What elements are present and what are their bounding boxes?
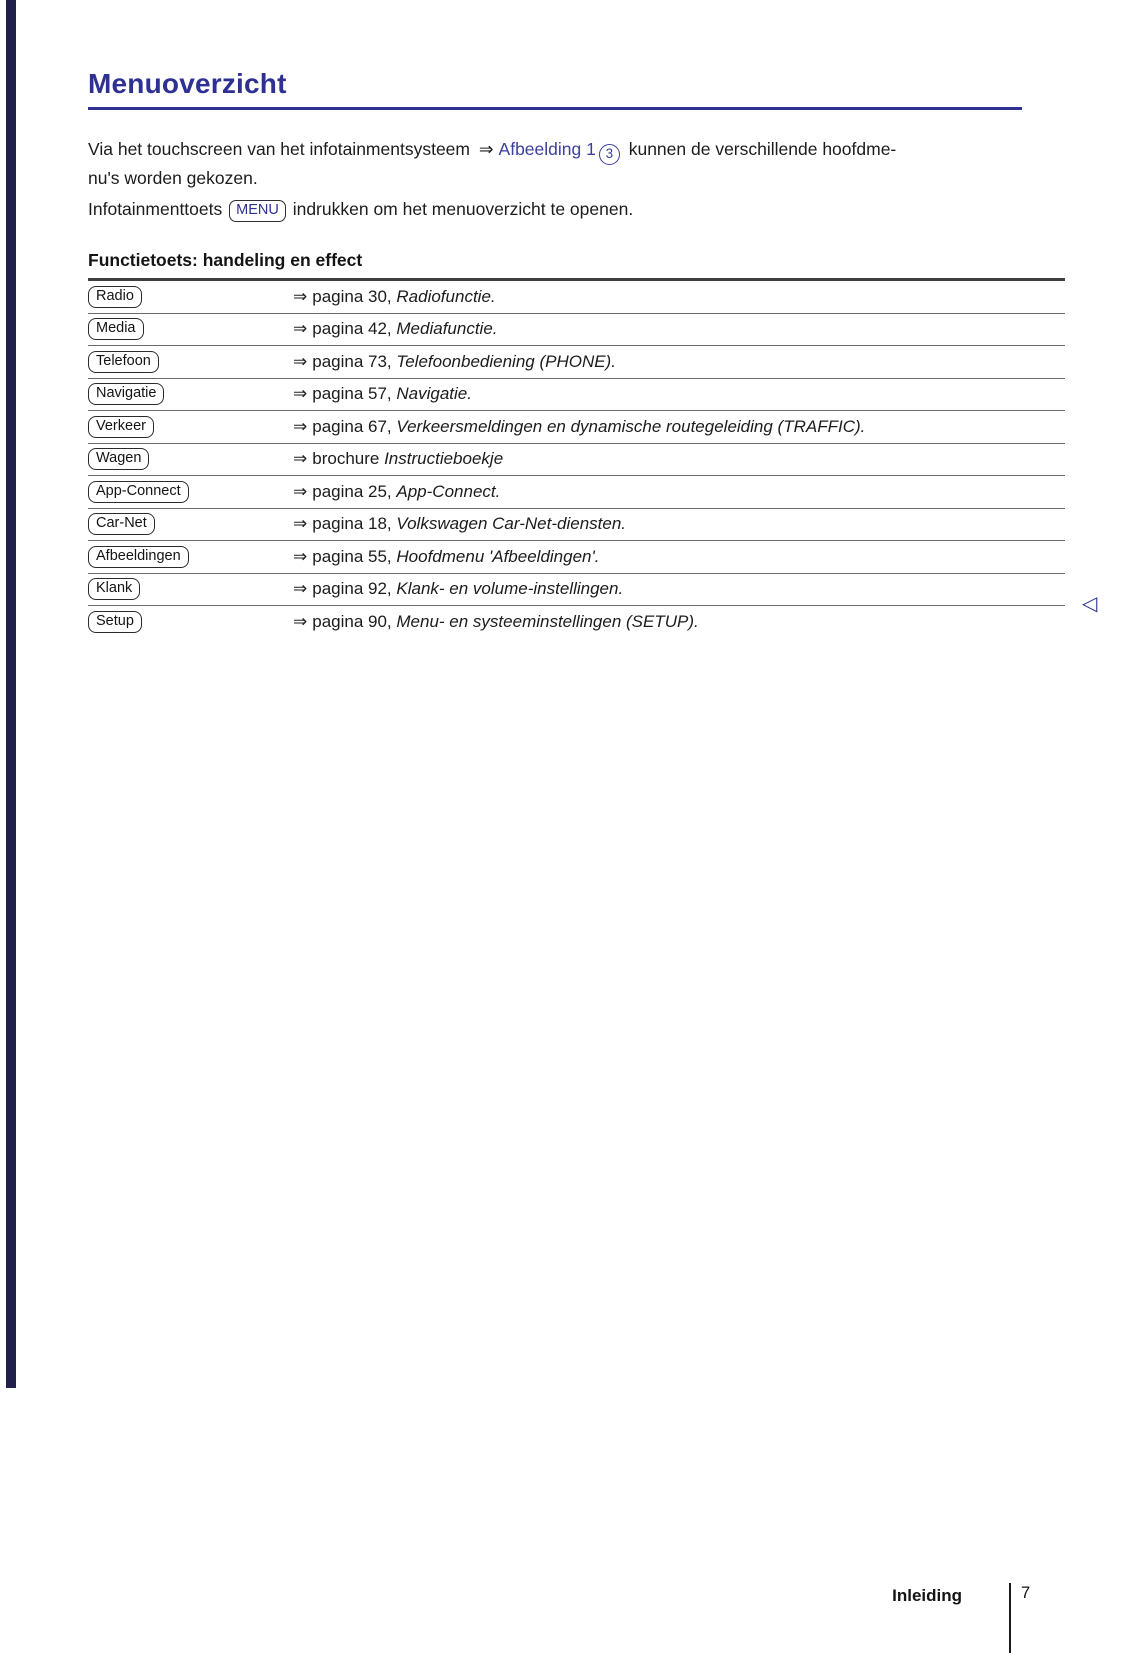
function-key-car-net: Car-Net [88, 513, 155, 535]
section-end-icon: ◁ [1082, 593, 1098, 615]
row-action: pagina 55, [312, 546, 397, 566]
table-row [88, 314, 1065, 347]
figure-link[interactable]: Afbeelding 1 [498, 139, 596, 159]
footer-page-number: 7 [1021, 1584, 1031, 1602]
row-detail: Hoofdmenu 'Afbeeldingen'. [396, 546, 600, 566]
row-action: pagina 67, [312, 416, 397, 436]
intro-text: indrukken om het menuoverzicht te openen. [292, 199, 634, 219]
row-detail: Klank- en volume-instellingen. [396, 579, 624, 599]
function-key-klank: Klank [88, 578, 140, 600]
arrow-icon: ⇒ [293, 546, 308, 566]
function-key-afbeeldingen: Afbeeldingen [88, 546, 189, 568]
row-detail: Radiofunctie. [396, 286, 496, 306]
row-action: pagina 90, [312, 611, 397, 631]
table-row [88, 476, 1065, 509]
table-row [88, 281, 1065, 314]
function-key-telefoon: Telefoon [88, 351, 159, 373]
table-row [88, 444, 1065, 477]
function-key-media: Media [88, 318, 144, 340]
table-row [88, 379, 1065, 412]
row-action: brochure [312, 449, 385, 469]
row-action: pagina 42, [312, 319, 397, 339]
row-action: pagina 57, [312, 384, 397, 404]
footer-chapter-label: Inleiding [892, 1586, 962, 1605]
table-row [88, 411, 1065, 444]
arrow-icon: ⇒ [293, 579, 308, 599]
table-row [88, 606, 1065, 638]
title-underline [88, 107, 1022, 110]
table-row [88, 509, 1065, 542]
function-key-navigatie: Navigatie [88, 383, 164, 405]
row-detail: Volkswagen Car-Net-diensten. [396, 514, 627, 534]
function-key-verkeer: Verkeer [88, 416, 154, 438]
intro-text: kunnen de verschillende hoofdme- [628, 139, 897, 159]
row-action: pagina 30, [312, 286, 397, 306]
row-detail: Mediafunctie. [396, 319, 498, 339]
menu-hardkey-illustration: MENU [229, 200, 286, 222]
table-row [88, 346, 1065, 379]
row-action: pagina 18, [312, 514, 397, 534]
arrow-icon: ⇒ [293, 319, 308, 339]
intro-paragraph-1 [88, 136, 1018, 192]
intro-text: nu's worden gekozen. [88, 168, 258, 188]
row-detail: Menu- en systeeminstellingen (SETUP). [396, 611, 699, 631]
row-action: pagina 25, [312, 481, 397, 501]
row-detail: Instructieboekje [384, 449, 504, 469]
arrow-icon: ⇒ [293, 416, 308, 436]
intro-text: Via het touchscreen van het infotainmentsysteem [88, 139, 470, 159]
arrow-icon: ⇒ [293, 384, 308, 404]
reference-arrow-icon: ⇒ [478, 139, 494, 159]
intro-text: Infotainmenttoets [88, 199, 223, 219]
function-key-app-connect: App-Connect [88, 481, 189, 503]
arrow-icon: ⇒ [293, 611, 308, 631]
function-key-setup: Setup [88, 611, 142, 633]
row-detail: Navigatie. [396, 384, 472, 404]
row-detail: Telefoonbediening (PHONE). [396, 351, 616, 371]
table-row [88, 574, 1065, 607]
page-title: Menuoverzicht [88, 68, 287, 99]
table-row [88, 541, 1065, 574]
table-header: Functietoets: handeling en effect [88, 250, 363, 270]
arrow-icon: ⇒ [293, 286, 308, 306]
footer-divider [1009, 1583, 1011, 1653]
arrow-icon: ⇒ [293, 351, 308, 371]
function-key-radio: Radio [88, 286, 142, 308]
intro-paragraph-2 [88, 196, 1018, 223]
function-key-table [88, 250, 1065, 638]
page-edge-bar [6, 0, 16, 1388]
arrow-icon: ⇒ [293, 481, 308, 501]
row-detail: App-Connect. [396, 481, 501, 501]
row-action: pagina 92, [312, 579, 397, 599]
function-key-wagen: Wagen [88, 448, 149, 470]
row-detail: Verkeersmeldingen en dynamische routegeleiding (TRAFFIC). [396, 416, 866, 436]
circled-number-icon: 3 [599, 144, 620, 165]
arrow-icon: ⇒ [293, 514, 308, 534]
row-action: pagina 73, [312, 351, 397, 371]
arrow-icon: ⇒ [293, 449, 308, 469]
